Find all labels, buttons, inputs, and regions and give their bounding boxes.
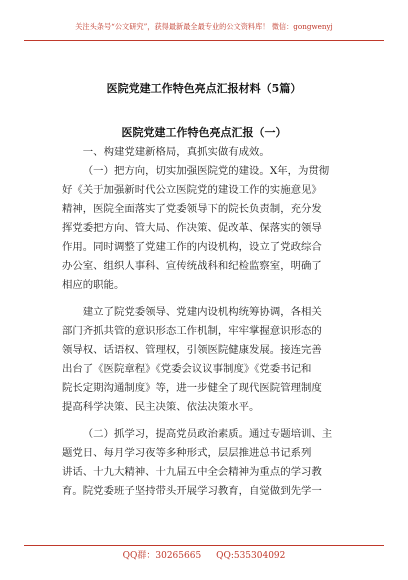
qq-group-text: QQ群：30265665: [122, 551, 202, 561]
text-line: 提高科学决策、民主决策、依法决策水平。: [62, 401, 260, 413]
text-line: 领导权、话语权、管理权，引领医院健康发展。接连完善: [62, 344, 322, 356]
footer-divider: [24, 545, 384, 546]
document-body: [62, 143, 348, 501]
header-divider: [24, 40, 384, 41]
footer-contact: [0, 548, 408, 561]
section-title: 医院党建工作特色亮点汇报（一）: [121, 126, 287, 139]
text-line: 精神，医院全面落实了党委领导下的院长负责制，充分发: [62, 203, 322, 215]
paragraph: [62, 425, 348, 444]
text-line: 讲话、十九大精神、十九届五中全会精神为重点的学习教: [62, 466, 322, 478]
paragraph: [62, 444, 348, 501]
text-line: 部门齐抓共管的意识形态工作机制，牢牢掌握意识形态的: [62, 325, 322, 337]
text-line: 办公室、组织人事科、宣传统战科和纪检监察室，明确了: [62, 260, 322, 272]
text-line: 挥党委把方向、管大局、作决策、促改革、保落实的领导: [62, 222, 322, 234]
text-line: 院长定期沟通制度》等，进一步健全了现代医院管理制度: [62, 382, 322, 394]
header-notice: 关注头条号“公文研究”，获得最新最全最专业的公文资料库！ 微信：gongwenyj: [75, 22, 333, 31]
paragraph: [62, 143, 348, 162]
text-line: 题党日、每月学习夜等多种形式，层层推进总书记系列: [62, 447, 312, 459]
paragraph-gap: [62, 295, 348, 303]
text-line: 作用。同时调整了党建工作的内设机构，设立了党政综合: [62, 241, 322, 253]
text-line: 一、构建党建新格局，真抓实做有成效。: [82, 146, 270, 158]
text-line: 好《关于加强新时代公立医院党的建设工作的实施意见》: [62, 184, 322, 196]
paragraph: [62, 162, 348, 181]
paragraph-gap: [62, 417, 348, 425]
qq-number-text: QQ:535304092: [216, 551, 286, 561]
paragraph: [62, 303, 348, 322]
text-line: （一）把方向，切实加强医院党的建设。X年，为贯彻: [82, 165, 330, 177]
text-line: 育。院党委班子坚持带头开展学习教育，自觉做到先学一: [62, 485, 322, 497]
paragraph: [62, 181, 348, 295]
text-line: 相应的职能。: [62, 279, 125, 291]
text-line: 出台了《医院章程》《党委会议议事制度》《党委书记和: [62, 363, 312, 375]
text-line: 建立了院党委领导、党建内设机构统筹协调，各相关: [82, 306, 322, 318]
text-line: （二）抓学习，提高党员政治素质。通过专题培训、主: [82, 428, 333, 440]
document-title: 医院党建工作特色亮点汇报材料（5篇）: [106, 82, 302, 95]
paragraph: [62, 322, 348, 417]
